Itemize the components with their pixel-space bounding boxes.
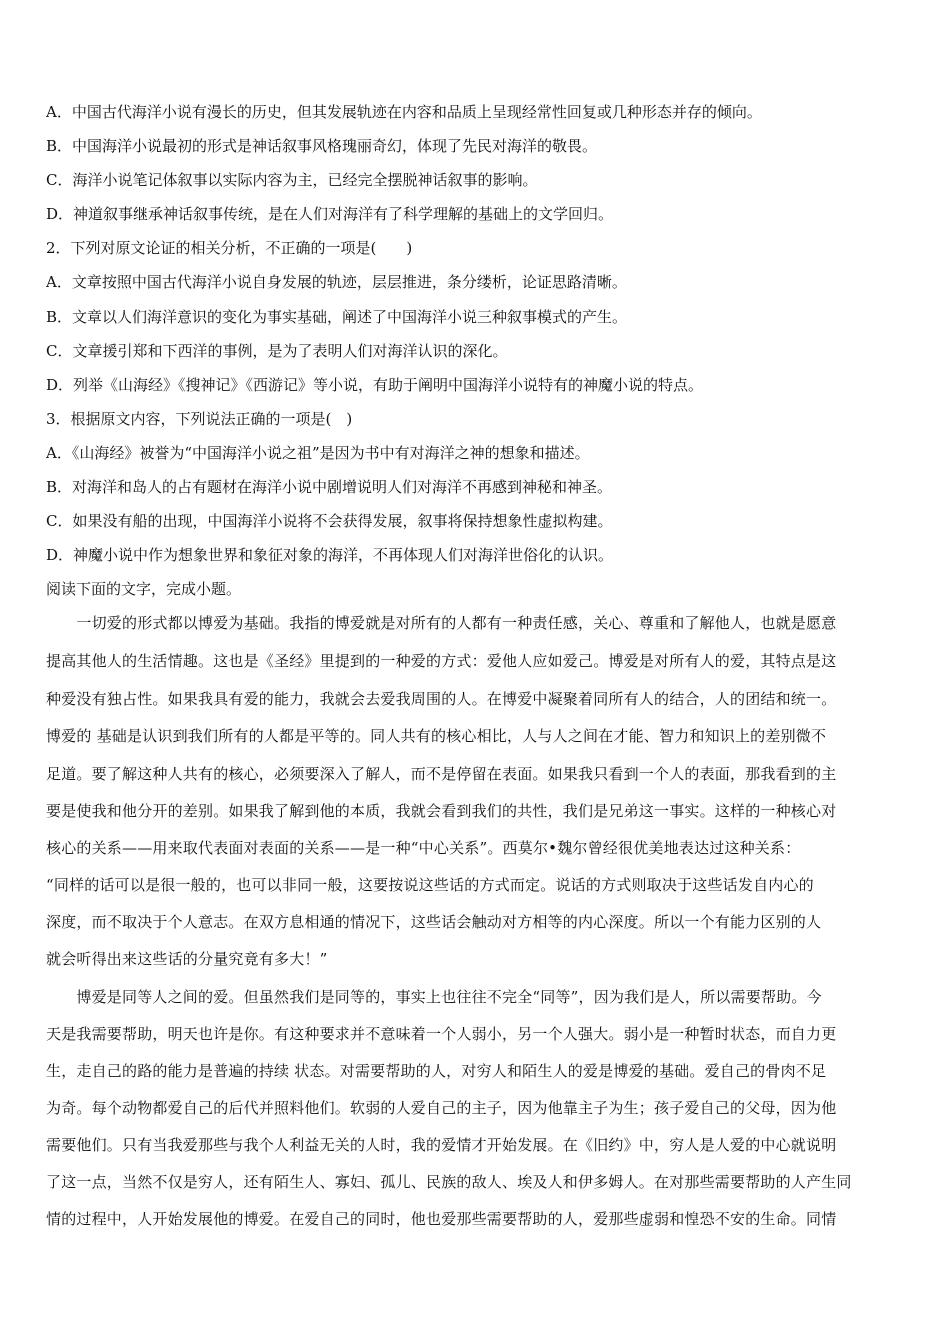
- q3-option-c: C．如果没有船的出现，中国海洋小说将不会获得发展，叙事将保持想象性虚拟构建。: [46, 512, 613, 530]
- q1-option-c: C．海洋小说笔记体叙事以实际内容为主，已经完全摆脱神话叙事的影响。: [46, 171, 538, 189]
- q2-option-c: C．文章援引郑和下西洋的事例，是为了表明人们对海洋认识的深化。: [46, 342, 508, 360]
- passage-line: 一切爱的形式都以博爱为基础。我指的博爱就是对所有的人都有一种责任感，关心、尊重和了解他人，也就是愿意: [46, 614, 837, 632]
- passage-line: 种爱没有独占性。如果我具有爱的能力，我就会去爱我周围的人。在博爱中凝聚着同所有人的结合，人的团结和统一。: [46, 690, 837, 708]
- q3-option-a: A．《山海经》被誉为“中国海洋小说之祖”是因为书中有对海洋之神的想象和描述。: [46, 444, 590, 462]
- passage-line: 就会听得出来这些话的分量究竟有多大！”: [46, 950, 328, 968]
- passage-line: 需要他们。只有当我爱那些与我个人利益无关的人时，我的爱情才开始发展。在《旧约》中，穷人是人爱的中心就说明: [46, 1136, 837, 1154]
- q3-option-d: D．神魔小说中作为想象世界和象征对象的海洋，不再体现人们对海洋世俗化的认识。: [46, 546, 614, 564]
- q2-option-b: B．文章以人们海洋意识的变化为事实基础，阐述了中国海洋小说三种叙事模式的产生。: [46, 308, 628, 326]
- passage-line: 博爱是同等人之间的爱。但虽然我们是同等的，事实上也往往不完全“同等”，因为我们是人，所以需要帮助。今: [46, 988, 822, 1006]
- passage-line: 情的过程中，人开始发展他的博爱。在爱自己的同时，他也爱那些需要帮助的人，爱那些虚弱和惶恐不安的生命。同情: [46, 1210, 837, 1228]
- passage-line: 了这一点，当然不仅是穷人，还有陌生人、寡妇、孤儿、民族的敌人、埃及人和伊多姆人。在对那些需要帮助的人产生同: [46, 1173, 852, 1191]
- passage-line: 为奇。每个动物都爱自己的后代并照料他们。软弱的人爱自己的主子，因为他靠主子为生；孩子爱自己的父母，因为他: [46, 1099, 837, 1117]
- q2-stem: 2．下列对原文论证的相关分析，不正确的一项是( ): [46, 239, 413, 257]
- q3-stem: 3．根据原文内容，下列说法正确的一项是( ): [46, 410, 353, 428]
- reading-instruction: 阅读下面的文字，完成小题。: [46, 580, 242, 598]
- passage-line: 要是使我和他分开的差别。如果我了解到他的本质，我就会看到我们的共性，我们是兄弟这一事实。这样的一种核心对: [46, 802, 837, 820]
- passage-line: 提高其他人的生活情趣。这也是《圣经》里提到的一种爱的方式：爱他人应如爱己。博爱是对所有人的爱，其特点是这: [46, 652, 837, 670]
- q2-option-a: A．文章按照中国古代海洋小说自身发展的轨迹，层层推进，条分缕析，论证思路清晰。: [46, 273, 627, 291]
- passage-line: 核心的关系——用来取代表面对表面的关系——是一种“中心关系”。西莫尔•魏尔曾经很优美地表达过这种关系：: [46, 839, 801, 857]
- q1-option-d: D．神道叙事继承神话叙事传统，是在人们对海洋有了科学理解的基础上的文学回归。: [46, 205, 614, 223]
- passage-line: 深度，而不取决于个人意志。在双方息相通的情况下，这些话会触动对方相等的内心深度。所以一个有能力区别的人: [46, 913, 822, 931]
- passage-line: “同样的话可以是很一般的，也可以非同一般，这要按说这些话的方式而定。说话的方式则取决于这些话发自内心的: [46, 876, 814, 894]
- q3-option-b: B．对海洋和岛人的占有题材在海洋小说中剧增说明人们对海洋不再感到神秘和神圣。: [46, 478, 613, 496]
- passage-line: 博爱的 基础是认识到我们所有的人都是平等的。同人共有的核心相比，人与人之间在才能、智力和知识上的差别微不: [46, 727, 827, 745]
- q1-option-a: A．中国古代海洋小说有漫长的历史，但其发展轨迹在内容和品质上呈现经常性回复或几种形态并存的倾向。: [46, 103, 762, 121]
- q1-option-b: B．中国海洋小说最初的形式是神话叙事风格瑰丽奇幻，体现了先民对海洋的敬畏。: [46, 137, 598, 155]
- q2-option-d: D．列举《山海经》《搜神记》《西游记》等小说，有助于阐明中国海洋小说特有的神魔小说的特点。: [46, 376, 704, 394]
- passage-line: 足道。要了解这种人共有的核心，必须要深入了解人，而不是停留在表面。如果我只看到一个人的表面，那我看到的主: [46, 765, 837, 783]
- passage-line: 生，走自己的路的能力是普遍的持续 状态。对需要帮助的人，对穷人和陌生人的爱是博爱的基础。爱自己的骨肉不足: [46, 1062, 827, 1080]
- passage-line: 天是我需要帮助，明天也许是你。有这种要求并不意味着一个人弱小，另一个人强大。弱小是一种暂时状态，而自力更: [46, 1025, 837, 1043]
